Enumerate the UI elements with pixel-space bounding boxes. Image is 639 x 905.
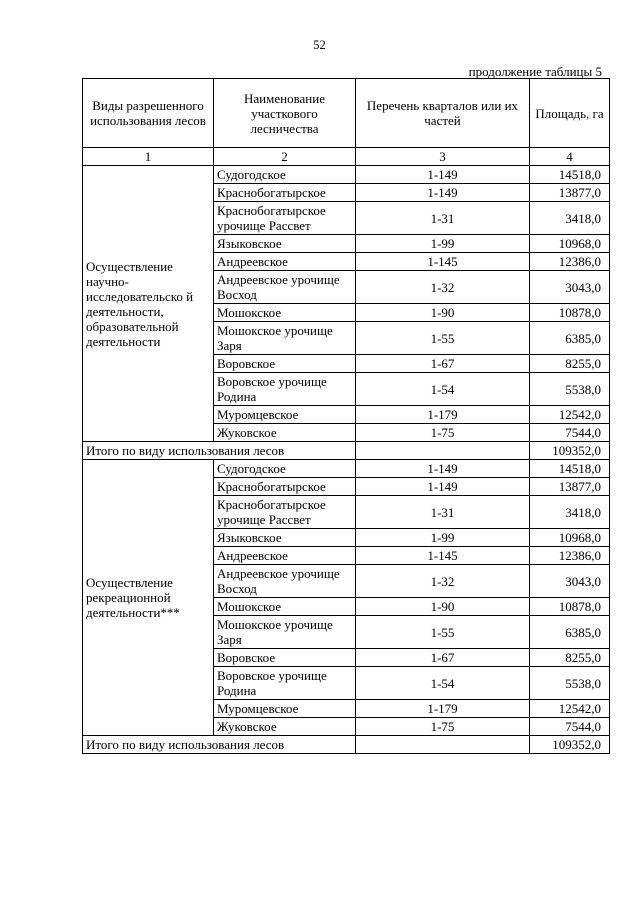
- area-cell: 6385,0: [530, 616, 610, 649]
- area-cell: 13877,0: [530, 184, 610, 202]
- total-row: [83, 442, 610, 460]
- forestry-name-cell: Мошокское урочище Заря: [214, 616, 356, 649]
- quarters-cell: 1-179: [356, 406, 530, 424]
- area-cell: 12542,0: [530, 406, 610, 424]
- column-number: 3: [356, 148, 530, 166]
- quarters-cell: 1-90: [356, 598, 530, 616]
- column-number: 2: [214, 148, 356, 166]
- area-cell: 12542,0: [530, 700, 610, 718]
- table-body: [83, 166, 610, 754]
- forestry-name-cell: Краснобогатырское урочище Рассвет: [214, 202, 356, 235]
- area-cell: 14518,0: [530, 166, 610, 184]
- area-cell: 10878,0: [530, 598, 610, 616]
- quarters-cell: 1-149: [356, 478, 530, 496]
- column-number-row: [83, 148, 610, 166]
- page-number: 52: [313, 38, 326, 52]
- forestry-name-cell: Мошокское урочище Заря: [214, 322, 356, 355]
- column-number: 4: [530, 148, 610, 166]
- quarters-cell: 1-90: [356, 304, 530, 322]
- area-cell: 3043,0: [530, 565, 610, 598]
- quarters-cell: 1-99: [356, 529, 530, 547]
- quarters-cell: 1-145: [356, 547, 530, 565]
- quarters-cell: 1-54: [356, 667, 530, 700]
- quarters-cell: 1-145: [356, 253, 530, 271]
- forestry-name-cell: Жуковское: [214, 718, 356, 736]
- area-cell: 3418,0: [530, 496, 610, 529]
- use-type-cell: Осуществление рекреационной деятельности***: [83, 460, 214, 736]
- forestry-name-cell: Андреевское урочище Восход: [214, 565, 356, 598]
- area-cell: 14518,0: [530, 460, 610, 478]
- forestry-name-cell: Воровское: [214, 649, 356, 667]
- quarters-cell: 1-149: [356, 460, 530, 478]
- quarters-cell: 1-75: [356, 424, 530, 442]
- quarters-cell: 1-31: [356, 202, 530, 235]
- total-row: [83, 736, 610, 754]
- quarters-cell: 1-32: [356, 565, 530, 598]
- total-area: 109352,0: [530, 442, 610, 460]
- quarters-cell: 1-179: [356, 700, 530, 718]
- quarters-cell: 1-99: [356, 235, 530, 253]
- table-continuation-note: продолжение таблицы 5: [468, 64, 602, 79]
- area-cell: 3043,0: [530, 271, 610, 304]
- forestry-name-cell: Краснобогатырское: [214, 478, 356, 496]
- header-area: Площадь, га: [530, 79, 610, 148]
- area-cell: 13877,0: [530, 478, 610, 496]
- forestry-name-cell: Воровское урочище Родина: [214, 667, 356, 700]
- forestry-name-cell: Мошокское: [214, 304, 356, 322]
- area-cell: 10968,0: [530, 529, 610, 547]
- area-cell: 5538,0: [530, 667, 610, 700]
- quarters-cell: 1-55: [356, 322, 530, 355]
- forestry-name-cell: Краснобогатырское урочище Рассвет: [214, 496, 356, 529]
- header-forestry-name: Наименование участкового лесничества: [214, 79, 356, 148]
- forestry-name-cell: Краснобогатырское: [214, 184, 356, 202]
- area-cell: 12386,0: [530, 547, 610, 565]
- area-cell: 10968,0: [530, 235, 610, 253]
- quarters-cell: 1-32: [356, 271, 530, 304]
- area-cell: 5538,0: [530, 373, 610, 406]
- area-cell: 12386,0: [530, 253, 610, 271]
- total-quarters-empty: [356, 442, 530, 460]
- forest-use-table: [82, 78, 610, 754]
- forestry-name-cell: Воровское урочище Родина: [214, 373, 356, 406]
- area-cell: 8255,0: [530, 649, 610, 667]
- forestry-name-cell: Муромцевское: [214, 406, 356, 424]
- area-cell: 3418,0: [530, 202, 610, 235]
- forestry-name-cell: Жуковское: [214, 424, 356, 442]
- quarters-cell: 1-67: [356, 649, 530, 667]
- forestry-name-cell: Андреевское: [214, 547, 356, 565]
- quarters-cell: 1-54: [356, 373, 530, 406]
- quarters-cell: 1-67: [356, 355, 530, 373]
- use-type-cell: Осуществление научно-исследовательско й деятельности, образовательной деятельности: [83, 166, 214, 442]
- table-row: [83, 460, 610, 478]
- forestry-name-cell: Андреевское урочище Восход: [214, 271, 356, 304]
- total-label: Итого по виду использования лесов: [83, 442, 356, 460]
- forestry-name-cell: Судогодское: [214, 460, 356, 478]
- area-cell: 8255,0: [530, 355, 610, 373]
- quarters-cell: 1-31: [356, 496, 530, 529]
- total-label: Итого по виду использования лесов: [83, 736, 356, 754]
- area-cell: 7544,0: [530, 718, 610, 736]
- table-row: [83, 166, 610, 184]
- forestry-name-cell: Воровское: [214, 355, 356, 373]
- forestry-name-cell: Языковское: [214, 529, 356, 547]
- quarters-cell: 1-75: [356, 718, 530, 736]
- quarters-cell: 1-149: [356, 166, 530, 184]
- forestry-name-cell: Судогодское: [214, 166, 356, 184]
- quarters-cell: 1-149: [356, 184, 530, 202]
- total-area: 109352,0: [530, 736, 610, 754]
- header-quarters: Перечень кварталов или их частей: [356, 79, 530, 148]
- quarters-cell: 1-55: [356, 616, 530, 649]
- area-cell: 6385,0: [530, 322, 610, 355]
- forestry-name-cell: Муромцевское: [214, 700, 356, 718]
- area-cell: 10878,0: [530, 304, 610, 322]
- forestry-name-cell: Андреевское: [214, 253, 356, 271]
- area-cell: 7544,0: [530, 424, 610, 442]
- forestry-name-cell: Мошокское: [214, 598, 356, 616]
- header-row: [83, 79, 610, 148]
- header-use-type: Виды разрешенного использования лесов: [83, 79, 214, 148]
- column-number: 1: [83, 148, 214, 166]
- total-quarters-empty: [356, 736, 530, 754]
- forestry-name-cell: Языковское: [214, 235, 356, 253]
